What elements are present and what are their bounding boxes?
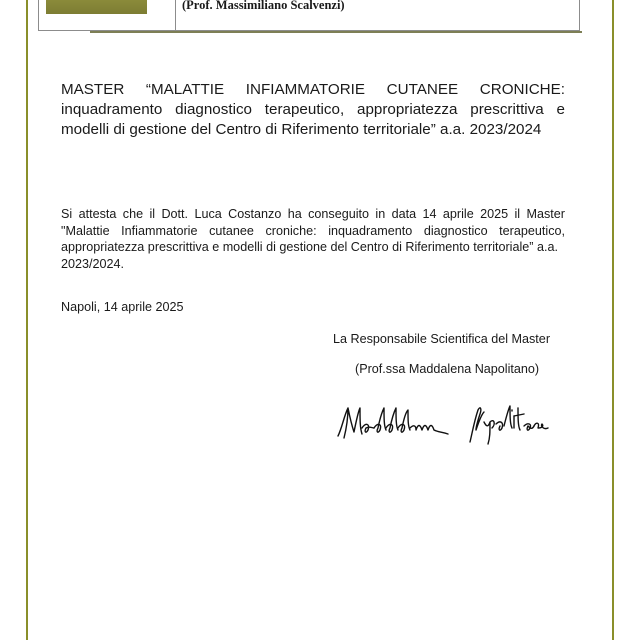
body-line: Si attesta che il Dott. Luca Costanzo ha conseguito in data 14 aprile 2025 il Master — [61, 207, 565, 221]
body-line: "Malattie Infiammatorie cutanee croniche: inquadramento diagnostico terapeutico, — [61, 223, 565, 238]
page-border-right — [612, 0, 614, 640]
university-logo-icon — [46, 0, 147, 14]
title-line: modelli di gestione del Centro di Riferimento territoriale” a.a. 2023/2024 — [61, 121, 542, 138]
header-underline — [90, 31, 582, 33]
attestation-paragraph — [61, 206, 565, 272]
body-line: 2023/2024. — [61, 256, 125, 271]
director-name: (Prof. Massimiliano Scalvenzi) — [182, 0, 345, 12]
master-title — [61, 80, 565, 140]
place-date: Napoli, 14 aprile 2025 — [61, 300, 184, 314]
header-table — [38, 0, 580, 31]
page-border-left — [26, 0, 28, 640]
header-divider — [175, 0, 176, 30]
title-line: MASTER “MALATTIE INFIAMMATORIE CUTANEE CRONICHE: — [61, 81, 565, 98]
signatory-name: (Prof.ssa Maddalena Napolitano) — [355, 362, 540, 376]
body-line: appropriatezza prescrittiva e modelli di gestione del Centro di Riferimento territoriale” a.a. — [61, 240, 558, 254]
signature-icon — [330, 398, 570, 448]
signatory-role: La Responsabile Scientifica del Master — [333, 332, 551, 346]
title-line: inquadramento diagnostico terapeutico, appropriatezza prescrittiva e — [61, 101, 565, 118]
